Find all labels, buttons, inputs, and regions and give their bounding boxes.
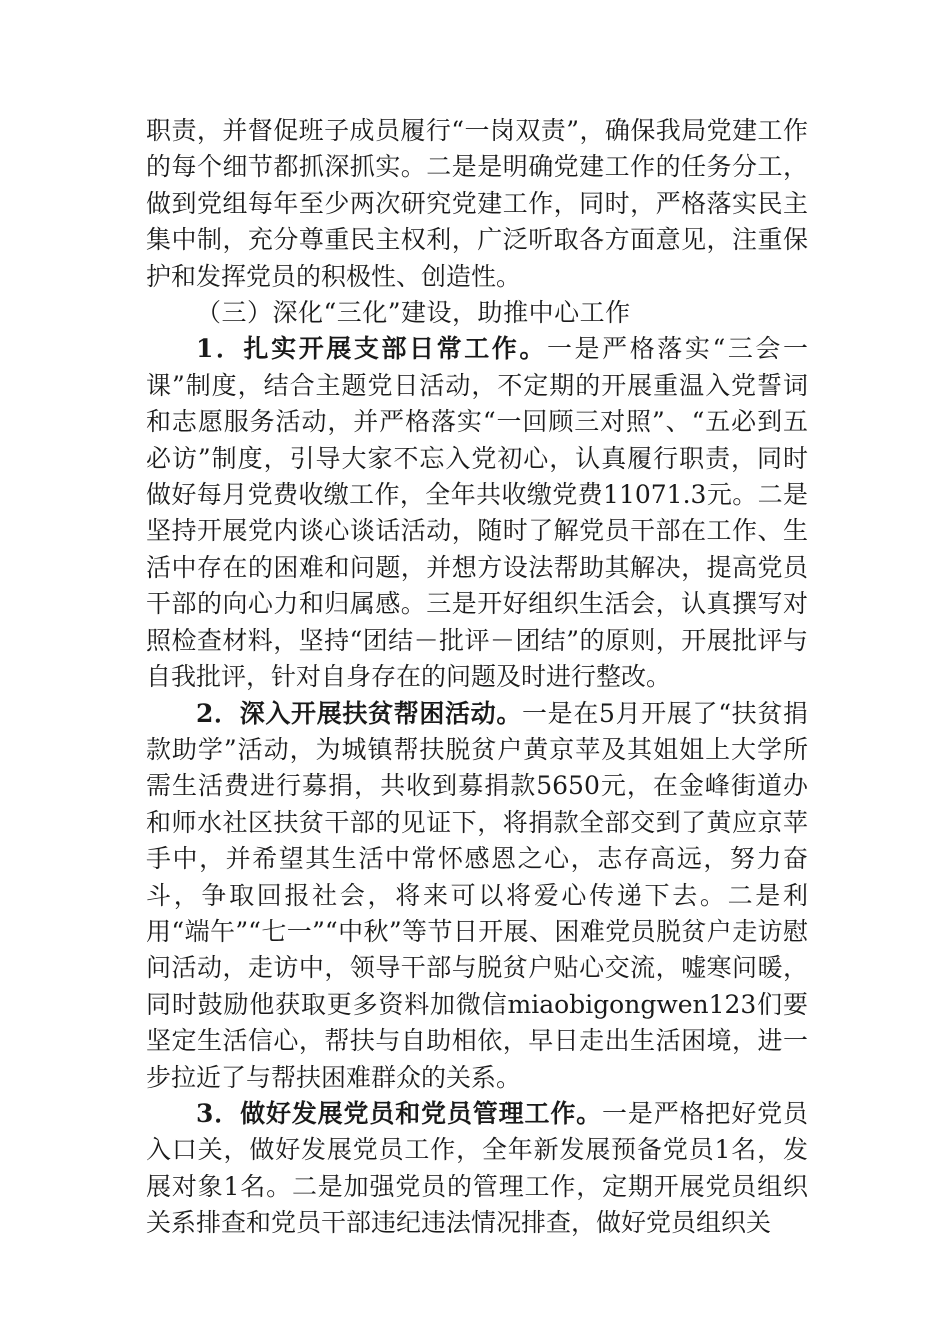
item-1-lead: 1．扎实开展支部日常工作。 — [196, 334, 547, 364]
item-1-body: 一是严格落实“三会一课”制度，结合主题党日活动，不定期的开展重温入党誓词和志愿服务活动，并严格落实“一回顾三对照”、“五必到五必访”制度，引导大家不忘入党初心，认真履行职责，同时做好每月党费收缴工作，全年共收缴党费11071.3元。二是坚持开展党内谈心谈话活动，随时了解党员干部在工作、生活中存在的困难和问题，并想方设法帮助其解决，提高党员干部的向心力和归属感。三是开好组织生活会，认真撰写对照检查材料，坚持“团结－批评－团结”的原则，开展批评与自我批评，针对自身存在的问题及时进行整改。 — [146, 334, 808, 692]
item-2-body: 一是在5月开展了“扶贫捐款助学”活动，为城镇帮扶脱贫户黄京苹及其姐姐上大学所需生活费进行募捐，共收到募捐款5650元，在金峰街道办和师水社区扶贫干部的见证下，将捐款全部交到了黄应京苹手中，并希望其生活中常怀感恩之心，志存高远，努力奋斗，争取回报社会，将来可以将爱心传递下去。二是利用“端午”“七一”“中秋”等节日开展、困难党员脱贫户走访慰问活动，走访中，领导干部与脱贫户贴心交流，嘘寒问暖，同时鼓励他获取更多资料加微信miaobigongwen123们要坚定生活信心，帮扶与自助相依，早日走出生活困境，进一步拉近了与帮扶困难群众的关系。 — [146, 698, 808, 1092]
item-3-lead: 3．做好发展党员和党员管理工作。 — [196, 1098, 603, 1128]
document-body — [146, 113, 808, 1242]
item-2-lead: 2．深入开展扶贫帮困活动。 — [196, 698, 523, 728]
item-3-body: 一是严格把好党员入口关，做好发展党员工作，全年新发展预备党员1名，发展对象1名。二是加强党员的管理工作，定期开展党员组织关系排查和党员干部违纪违法情况排查，做好党员组织关 — [146, 1098, 808, 1238]
paragraph-continued: 职责，并督促班子成员履行“一岗双责”，确保我局党建工作的每个细节都抓深抓实。二是是明确党建工作的任务分工，做到党组每年至少两次研究党建工作，同时，严格落实民主集中制，充分尊重民主权利，广泛听取各方面意见，注重保护和发挥党员的积极性、创造性。 — [146, 116, 808, 291]
paragraph-item-3 — [146, 1096, 808, 1242]
section-heading: （三）深化“三化”建设，助推中心工作 — [196, 298, 631, 328]
paragraph-item-1 — [146, 331, 808, 695]
paragraph-item-2 — [146, 696, 808, 1096]
